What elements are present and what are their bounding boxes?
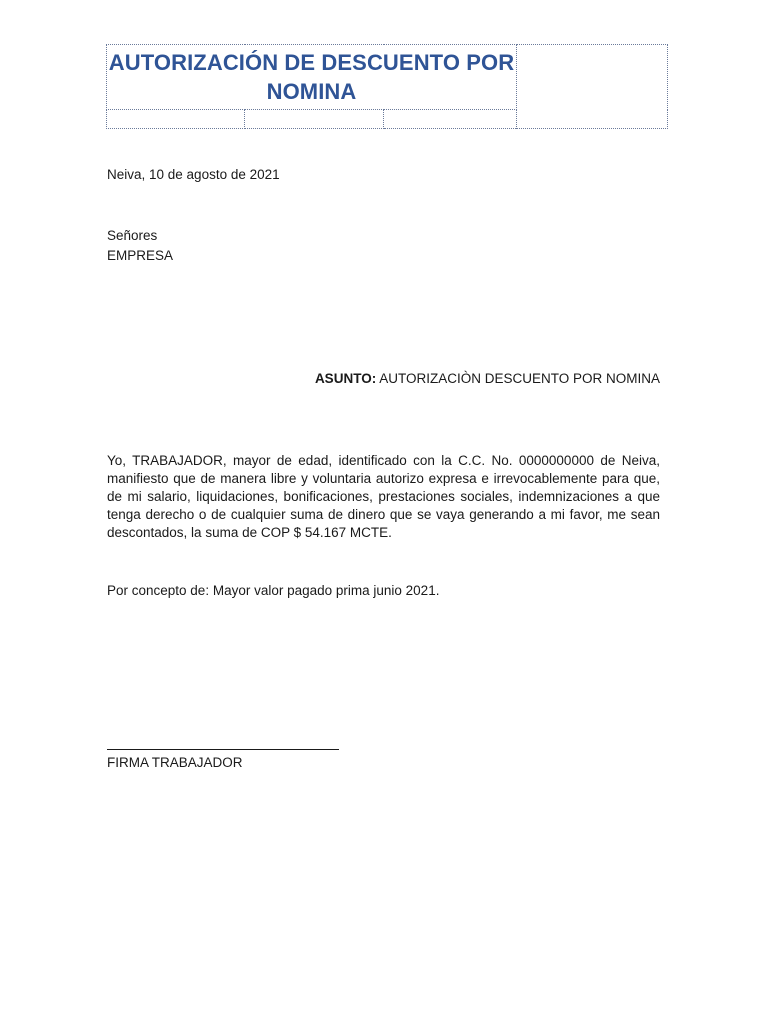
title-line-2: NOMINA bbox=[266, 79, 357, 104]
signature-label: FIRMA TRABAJADOR bbox=[107, 755, 243, 770]
salutation: Señores bbox=[107, 228, 158, 243]
header-blank-cell-3 bbox=[384, 110, 517, 129]
subject-line bbox=[315, 370, 660, 388]
title-line-1: AUTORIZACIÓN DE DESCUENTO POR bbox=[108, 50, 515, 75]
header-blank-cell-2 bbox=[245, 110, 384, 129]
subject-label: ASUNTO: bbox=[314, 371, 377, 386]
body-paragraph: Yo, TRABAJADOR, mayor de edad, identificado con la C.C. No. 0000000000 de Neiva, manifiesto que de manera libre y voluntaria autorizo expresa e irrevocablemente para que, de mi salario, liquidaciones, bonificaciones, prestaciones sociales, indemnizaciones a que tenga derecho o de cualquier suma de dinero que se vaya generando a mi favor, me sean descontados, la suma de COP $ 54.167 MCTE. bbox=[107, 453, 660, 540]
place-date: Neiva, 10 de agosto de 2021 bbox=[107, 167, 280, 182]
header-blank-cell-1 bbox=[107, 110, 245, 129]
signature-line bbox=[107, 749, 339, 750]
header-logo-cell bbox=[517, 45, 668, 129]
concept-line: Por concepto de: Mayor valor pagado prima junio 2021. bbox=[107, 583, 440, 598]
document-title bbox=[107, 45, 517, 110]
subject-text: AUTORIZACIÒN DESCUENTO POR NOMINA bbox=[379, 371, 660, 386]
recipient: EMPRESA bbox=[107, 248, 174, 263]
header-table bbox=[106, 44, 668, 129]
